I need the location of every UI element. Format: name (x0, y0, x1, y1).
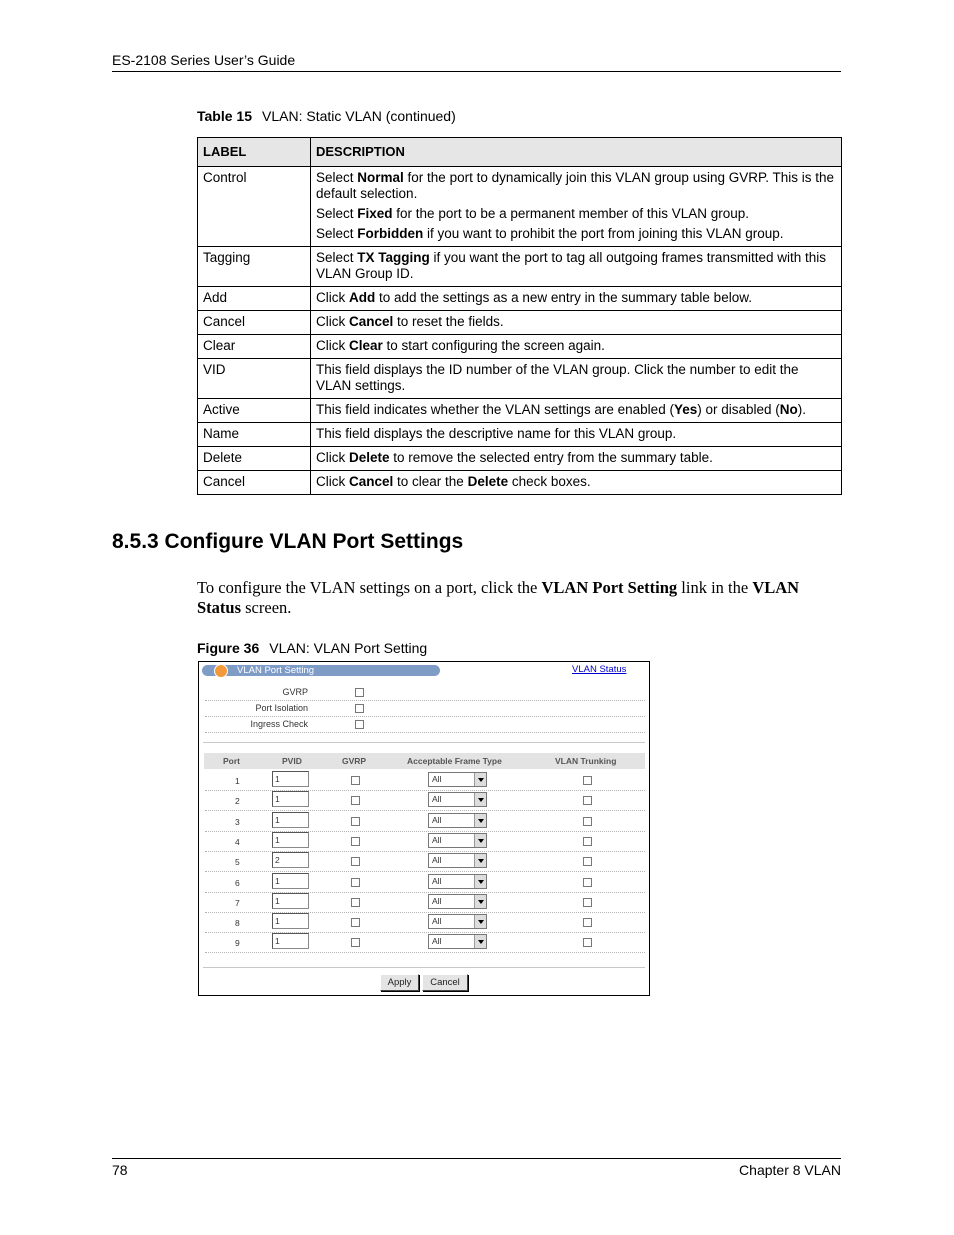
description-text: to add the settings as a new entry in the summary table below. (375, 290, 752, 305)
port-gvrp-checkbox[interactable] (351, 796, 360, 805)
body-text: To configure the VLAN settings on a port, click the (197, 578, 542, 597)
description-text: for the port to dynamically join this VLAN group using GVRP. This is the default selection. (316, 170, 835, 201)
vlan-trunking-column-header: VLAN Trunking (555, 756, 617, 766)
option-label: Ingress Check (250, 719, 308, 729)
port-row (205, 831, 645, 852)
frame-type-value: All (432, 774, 442, 784)
frame-type-column-header: Acceptable Frame Type (407, 756, 502, 766)
port-row (205, 912, 645, 933)
bold-term: Cancel (349, 474, 394, 489)
dropdown-arrow-icon[interactable] (474, 773, 486, 786)
port-gvrp-checkbox[interactable] (351, 918, 360, 927)
running-header: ES-2108 Series User’s Guide (112, 52, 296, 68)
frame-type-select[interactable] (428, 772, 487, 787)
pvid-input[interactable]: 1 (272, 913, 309, 929)
vlan-trunking-checkbox[interactable] (583, 918, 592, 927)
port-number: 7 (235, 897, 240, 908)
header-rule (112, 71, 841, 72)
description-text: Select (316, 170, 358, 185)
port-number: 9 (235, 938, 240, 949)
port-number: 4 (235, 836, 240, 847)
port-row (205, 851, 645, 872)
row-label: Active (198, 399, 311, 423)
description-text: for the port to be a permanent member of this VLAN group. (392, 206, 749, 221)
description-text: Select (316, 206, 358, 221)
vlan-trunking-checkbox[interactable] (583, 817, 592, 826)
body-text: link in the (677, 578, 753, 597)
page-number: 78 (112, 1162, 128, 1178)
port-gvrp-checkbox[interactable] (351, 776, 360, 785)
bold-term: Delete (467, 474, 509, 489)
description-text: This field displays the descriptive name for this VLAN group. (316, 426, 677, 441)
dropdown-arrow-icon[interactable] (474, 854, 486, 867)
vlan-trunking-checkbox[interactable] (583, 898, 592, 907)
row-label: VID (198, 359, 311, 399)
row-label: Control (198, 167, 311, 247)
row-description (311, 447, 842, 471)
port-number: 8 (235, 918, 240, 929)
vlan-trunking-checkbox[interactable] (583, 837, 592, 846)
orange-dot-icon (214, 664, 228, 678)
description-paragraph (316, 250, 836, 282)
frame-type-select[interactable] (428, 833, 487, 848)
option-label: GVRP (282, 687, 308, 697)
description-text: Select (316, 250, 358, 265)
table-caption (197, 108, 456, 124)
port-number: 5 (235, 857, 240, 868)
frame-type-select[interactable] (428, 792, 487, 807)
bold-term: No (779, 402, 798, 417)
port-row (205, 872, 645, 893)
description-paragraph (316, 362, 836, 394)
table-row (198, 471, 842, 495)
body-bold: VLAN Status (197, 578, 800, 617)
bold-term: TX Tagging (357, 250, 430, 265)
vlan-status-link[interactable]: VLAN Status (572, 664, 627, 675)
description-text: Click (316, 474, 349, 489)
figure-caption (197, 640, 427, 656)
row-label: Clear (198, 335, 311, 359)
frame-type-value: All (432, 814, 442, 825)
pvid-input[interactable]: 1 (272, 893, 309, 909)
description-paragraph (316, 402, 836, 418)
vlan-port-setting-screenshot (198, 661, 650, 996)
dropdown-arrow-icon[interactable] (474, 793, 486, 806)
vlan-trunking-checkbox[interactable] (583, 796, 592, 805)
bold-term: Normal (357, 170, 404, 185)
dropdown-arrow-icon[interactable] (474, 875, 486, 888)
vlan-trunking-checkbox[interactable] (583, 878, 592, 887)
port-number: 2 (235, 796, 240, 807)
row-description (311, 399, 842, 423)
row-description (311, 423, 842, 447)
divider (203, 742, 645, 743)
pvid-input[interactable]: 1 (272, 791, 309, 807)
port-gvrp-checkbox[interactable] (351, 857, 360, 866)
description-paragraph (316, 290, 836, 306)
description-text: Click (316, 290, 349, 305)
port-row (205, 811, 645, 832)
dropdown-arrow-icon[interactable] (474, 895, 486, 908)
port-gvrp-checkbox[interactable] (351, 837, 360, 846)
dropdown-arrow-icon[interactable] (474, 834, 486, 847)
description-text: check boxes. (508, 474, 591, 489)
row-description (311, 335, 842, 359)
table-row (198, 335, 842, 359)
pvid-column-header: PVID (282, 756, 302, 766)
description-text: if you want the port to tag all outgoing frames transmitted with this VLAN Group ID. (316, 250, 826, 281)
description-text: to reset the fields. (393, 314, 504, 329)
description-text: to clear the (393, 474, 468, 489)
bold-term: Yes (673, 402, 698, 417)
port-isolation-checkbox[interactable] (355, 704, 364, 713)
figure-caption-label: Figure 36 (197, 640, 260, 656)
bold-term: Delete (349, 450, 390, 465)
table-row (198, 247, 842, 287)
table-row (198, 399, 842, 423)
port-row (205, 932, 645, 953)
description-text: This field indicates whether the VLAN settings are enabled ( (316, 402, 674, 417)
pvid-input[interactable]: 1 (272, 873, 309, 889)
frame-type-select[interactable] (428, 894, 487, 909)
body-bold: VLAN Port Setting (541, 578, 678, 597)
description-text: to remove the selected entry from the summary table. (389, 450, 713, 465)
description-column-header: DESCRIPTION (311, 138, 842, 167)
table-caption-label: Table 15 (197, 108, 252, 124)
description-text: Click (316, 338, 349, 353)
table-header-row (198, 138, 842, 167)
port-table-header (204, 753, 645, 769)
port-number: 3 (235, 816, 240, 827)
port-column-header: Port (223, 756, 240, 766)
description-paragraph (316, 338, 836, 354)
frame-type-select[interactable] (428, 934, 487, 949)
tab-vlan-port-setting (202, 665, 440, 676)
option-row-port-isolation (205, 701, 645, 717)
port-row (205, 790, 645, 811)
option-row-gvrp (205, 685, 645, 701)
pvid-input[interactable]: 1 (272, 812, 309, 828)
description-paragraph (316, 426, 836, 442)
frame-type-value: All (432, 916, 442, 927)
option-row-ingress-check (205, 717, 645, 733)
pvid-input[interactable]: 1 (272, 832, 309, 848)
label-column-header: LABEL (198, 138, 311, 167)
chapter-title: Chapter 8 VLAN (739, 1162, 841, 1178)
row-description (311, 311, 842, 335)
table-row (198, 447, 842, 471)
label-description-table (197, 137, 842, 495)
dropdown-arrow-icon[interactable] (474, 935, 486, 948)
description-text: Click (316, 314, 349, 329)
bold-term: Forbidden (357, 226, 424, 241)
row-label: Add (198, 287, 311, 311)
description-text: Select (316, 226, 358, 241)
row-label: Delete (198, 447, 311, 471)
frame-type-value: All (432, 794, 442, 805)
description-paragraph (316, 474, 836, 490)
table-caption-text: VLAN: Static VLAN (continued) (262, 108, 456, 124)
table-row (198, 167, 842, 247)
row-description (311, 359, 842, 399)
table-row (198, 423, 842, 447)
description-text: ) or disabled ( (697, 402, 780, 417)
bold-term: Cancel (349, 314, 394, 329)
bold-term: Clear (349, 338, 383, 353)
divider (203, 967, 645, 968)
body-paragraph (197, 578, 837, 618)
description-text: Click (316, 450, 349, 465)
figure-caption-text: VLAN: VLAN Port Setting (269, 640, 428, 656)
row-label: Cancel (198, 311, 311, 335)
description-text: This field displays the ID number of the VLAN group. Click the number to edit the VLAN settings. (316, 362, 799, 393)
row-description (311, 167, 842, 247)
row-description (311, 471, 842, 495)
gvrp-column-header: GVRP (342, 756, 367, 766)
vlan-trunking-checkbox[interactable] (583, 938, 592, 947)
pvid-input[interactable]: 1 (272, 933, 309, 949)
description-text: ). (797, 402, 807, 417)
apply-button[interactable]: Apply (380, 974, 419, 991)
port-gvrp-checkbox[interactable] (351, 878, 360, 887)
frame-type-select[interactable] (428, 914, 487, 929)
dropdown-arrow-icon[interactable] (474, 915, 486, 928)
description-paragraph (316, 450, 836, 466)
description-paragraph (316, 206, 836, 222)
port-row (205, 892, 645, 913)
option-label: Port Isolation (255, 703, 308, 713)
section-heading: 8.5.3 Configure VLAN Port Settings (112, 530, 464, 553)
frame-type-select[interactable] (428, 853, 487, 868)
row-label: Tagging (198, 247, 311, 287)
row-description (311, 247, 842, 287)
row-description (311, 287, 842, 311)
frame-type-select[interactable] (428, 813, 487, 828)
frame-type-value: All (432, 895, 442, 906)
port-gvrp-checkbox[interactable] (351, 817, 360, 826)
dropdown-arrow-icon[interactable] (474, 814, 486, 827)
port-number: 1 (235, 776, 240, 786)
frame-type-value: All (432, 936, 442, 947)
table-row (198, 311, 842, 335)
port-gvrp-checkbox[interactable] (351, 938, 360, 947)
bold-term: Add (349, 290, 376, 305)
tab-title: VLAN Port Setting (237, 665, 315, 676)
cancel-button[interactable]: Cancel (422, 974, 468, 991)
frame-type-value: All (432, 855, 442, 866)
frame-type-value: All (432, 875, 442, 886)
row-label: Cancel (198, 471, 311, 495)
port-gvrp-checkbox[interactable] (351, 898, 360, 907)
port-row (205, 770, 645, 791)
frame-type-select[interactable] (428, 874, 487, 889)
footer-rule (112, 1158, 841, 1159)
body-text: screen. (241, 598, 292, 617)
description-paragraph (316, 170, 836, 202)
bold-term: Fixed (357, 206, 393, 221)
pvid-input[interactable]: 1 (272, 771, 309, 787)
description-text: if you want to prohibit the port from joining this VLAN group. (423, 226, 784, 241)
vlan-trunking-checkbox[interactable] (583, 776, 592, 785)
description-paragraph (316, 226, 836, 242)
ingress-check-checkbox[interactable] (355, 720, 364, 729)
frame-type-value: All (432, 834, 442, 845)
gvrp-checkbox[interactable] (355, 688, 364, 697)
pvid-input[interactable]: 2 (272, 852, 309, 868)
port-number: 6 (235, 877, 240, 888)
table-row (198, 287, 842, 311)
row-label: Name (198, 423, 311, 447)
description-paragraph (316, 314, 836, 330)
description-text: to start configuring the screen again. (382, 338, 605, 353)
vlan-trunking-checkbox[interactable] (583, 857, 592, 866)
table-row (198, 359, 842, 399)
